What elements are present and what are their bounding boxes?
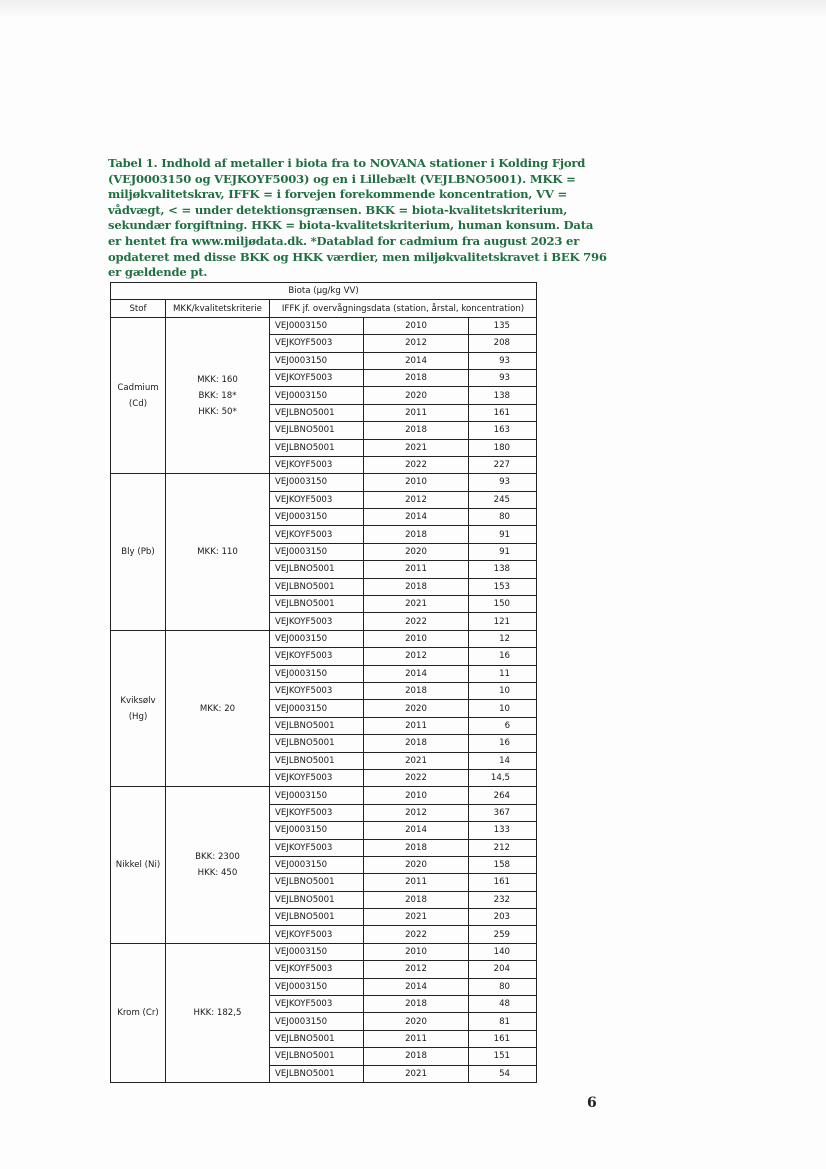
substance-cell bbox=[111, 630, 166, 787]
concentration-cell: 204 bbox=[469, 961, 537, 978]
year-cell: 2010 bbox=[364, 943, 469, 960]
station-cell: VEJLBNO5001 bbox=[270, 404, 364, 421]
concentration-cell: 91 bbox=[469, 526, 537, 543]
year-cell: 2018 bbox=[364, 996, 469, 1013]
year-cell: 2021 bbox=[364, 909, 469, 926]
concentration-cell: 138 bbox=[469, 387, 537, 404]
station-cell: VEJKOYF5003 bbox=[270, 804, 364, 821]
year-cell: 2020 bbox=[364, 387, 469, 404]
station-cell: VEJKOYF5003 bbox=[270, 456, 364, 473]
year-cell: 2011 bbox=[364, 717, 469, 734]
concentration-cell: 80 bbox=[469, 978, 537, 995]
year-cell: 2014 bbox=[364, 978, 469, 995]
station-cell: VEJ0003150 bbox=[270, 943, 364, 960]
year-cell: 2012 bbox=[364, 491, 469, 508]
concentration-cell: 227 bbox=[469, 456, 537, 473]
station-cell: VEJLBNO5001 bbox=[270, 596, 364, 613]
year-cell: 2010 bbox=[364, 630, 469, 647]
caption-line: er gældende pt. bbox=[108, 265, 208, 280]
year-cell: 2012 bbox=[364, 335, 469, 352]
concentration-cell: 80 bbox=[469, 509, 537, 526]
concentration-cell: 232 bbox=[469, 891, 537, 908]
station-cell: VEJLBNO5001 bbox=[270, 874, 364, 891]
concentration-cell: 212 bbox=[469, 839, 537, 856]
concentration-cell: 138 bbox=[469, 561, 537, 578]
station-cell: VEJKOYF5003 bbox=[270, 961, 364, 978]
caption-line: opdateret med disse BKK og HKK værdier, men miljøkvalitetskravet i BEK 796 bbox=[108, 249, 607, 264]
year-cell: 2021 bbox=[364, 1065, 469, 1082]
year-cell: 2012 bbox=[364, 648, 469, 665]
concentration-cell: 135 bbox=[469, 317, 537, 334]
station-cell: VEJ0003150 bbox=[270, 317, 364, 334]
quality-criterion: HKK: 182,5 bbox=[193, 1007, 242, 1018]
page-top-edge bbox=[0, 0, 826, 18]
year-cell: 2022 bbox=[364, 456, 469, 473]
quality-criterion: BKK: 18* bbox=[198, 390, 237, 401]
concentration-cell: 14 bbox=[469, 752, 537, 769]
quality-criteria-cell bbox=[166, 630, 270, 787]
table-row bbox=[111, 943, 537, 960]
concentration-cell: 161 bbox=[469, 874, 537, 891]
year-cell: 2018 bbox=[364, 369, 469, 386]
station-cell: VEJLBNO5001 bbox=[270, 909, 364, 926]
station-cell: VEJKOYF5003 bbox=[270, 839, 364, 856]
year-cell: 2022 bbox=[364, 613, 469, 630]
quality-criteria-cell bbox=[166, 943, 270, 1082]
year-cell: 2010 bbox=[364, 317, 469, 334]
concentration-cell: 81 bbox=[469, 1013, 537, 1030]
year-cell: 2012 bbox=[364, 961, 469, 978]
station-cell: VEJLBNO5001 bbox=[270, 578, 364, 595]
station-cell: VEJ0003150 bbox=[270, 387, 364, 404]
concentration-cell: 12 bbox=[469, 630, 537, 647]
year-cell: 2010 bbox=[364, 474, 469, 491]
year-cell: 2018 bbox=[364, 1048, 469, 1065]
year-cell: 2014 bbox=[364, 822, 469, 839]
station-cell: VEJ0003150 bbox=[270, 630, 364, 647]
year-cell: 2014 bbox=[364, 509, 469, 526]
concentration-cell: 180 bbox=[469, 439, 537, 456]
year-cell: 2011 bbox=[364, 404, 469, 421]
quality-criterion: HKK: 50* bbox=[198, 406, 237, 417]
year-cell: 2022 bbox=[364, 769, 469, 786]
quality-criterion: MKK: 110 bbox=[197, 547, 238, 558]
station-cell: VEJ0003150 bbox=[270, 543, 364, 560]
concentration-cell: 151 bbox=[469, 1048, 537, 1065]
concentration-cell: 10 bbox=[469, 700, 537, 717]
concentration-cell: 121 bbox=[469, 613, 537, 630]
station-cell: VEJLBNO5001 bbox=[270, 1065, 364, 1082]
quality-criteria-cell bbox=[166, 787, 270, 944]
year-cell: 2011 bbox=[364, 561, 469, 578]
year-cell: 2018 bbox=[364, 682, 469, 699]
station-cell: VEJ0003150 bbox=[270, 1013, 364, 1030]
concentration-cell: 54 bbox=[469, 1065, 537, 1082]
quality-criterion: BKK: 2300 bbox=[195, 852, 240, 863]
quality-criteria-cell bbox=[166, 317, 270, 474]
station-cell: VEJLBNO5001 bbox=[270, 752, 364, 769]
station-cell: VEJKOYF5003 bbox=[270, 335, 364, 352]
year-cell: 2022 bbox=[364, 926, 469, 943]
station-cell: VEJKOYF5003 bbox=[270, 926, 364, 943]
concentration-cell: 158 bbox=[469, 856, 537, 873]
concentration-cell: 367 bbox=[469, 804, 537, 821]
station-cell: VEJLBNO5001 bbox=[270, 735, 364, 752]
concentration-cell: 14,5 bbox=[469, 769, 537, 786]
substance-label: (Hg) bbox=[128, 711, 148, 722]
table-caption bbox=[108, 156, 607, 281]
year-cell: 2018 bbox=[364, 735, 469, 752]
concentration-cell: 208 bbox=[469, 335, 537, 352]
substance-label: Nikkel (Ni) bbox=[115, 860, 161, 871]
year-cell: 2018 bbox=[364, 578, 469, 595]
quality-criterion: MKK: 160 bbox=[197, 374, 238, 385]
table-body bbox=[111, 317, 537, 1082]
caption-line: vådvægt, < = under detektionsgrænsen. BKK = biota-kvalitetskriterium, bbox=[108, 202, 568, 217]
year-cell: 2018 bbox=[364, 839, 469, 856]
quality-criteria-cell bbox=[166, 474, 270, 631]
year-cell: 2014 bbox=[364, 352, 469, 369]
year-cell: 2021 bbox=[364, 439, 469, 456]
concentration-cell: 93 bbox=[469, 352, 537, 369]
header-mkk: MKK/kvalitetskriterie bbox=[166, 300, 270, 317]
station-cell: VEJLBNO5001 bbox=[270, 422, 364, 439]
station-cell: VEJKOYF5003 bbox=[270, 491, 364, 508]
station-cell: VEJKOYF5003 bbox=[270, 682, 364, 699]
concentration-cell: 16 bbox=[469, 648, 537, 665]
concentration-cell: 91 bbox=[469, 543, 537, 560]
concentration-cell: 161 bbox=[469, 404, 537, 421]
station-cell: VEJKOYF5003 bbox=[270, 526, 364, 543]
station-cell: VEJ0003150 bbox=[270, 856, 364, 873]
year-cell: 2020 bbox=[364, 856, 469, 873]
caption-line: Tabel 1. Indhold af metaller i biota fra to NOVANA stationer i Kolding Fjord bbox=[108, 156, 586, 170]
concentration-cell: 161 bbox=[469, 1030, 537, 1047]
station-cell: VEJLBNO5001 bbox=[270, 1030, 364, 1047]
station-cell: VEJLBNO5001 bbox=[270, 1048, 364, 1065]
substance-cell bbox=[111, 943, 166, 1082]
concentration-cell: 259 bbox=[469, 926, 537, 943]
concentration-cell: 93 bbox=[469, 369, 537, 386]
quality-criterion: MKK: 20 bbox=[199, 703, 236, 714]
year-cell: 2021 bbox=[364, 752, 469, 769]
year-cell: 2018 bbox=[364, 526, 469, 543]
table-row bbox=[111, 630, 537, 647]
station-cell: VEJLBNO5001 bbox=[270, 561, 364, 578]
station-cell: VEJ0003150 bbox=[270, 509, 364, 526]
substance-label: Cadmium bbox=[117, 382, 159, 393]
concentration-cell: 150 bbox=[469, 596, 537, 613]
year-cell: 2014 bbox=[364, 665, 469, 682]
caption-line: miljøkvalitetskrav, IFFK = i forvejen forekommende koncentration, VV = bbox=[108, 187, 567, 202]
year-cell: 2012 bbox=[364, 804, 469, 821]
table-title: Biota (µg/kg VV) bbox=[111, 283, 537, 300]
substance-cell bbox=[111, 317, 166, 474]
table-row bbox=[111, 787, 537, 804]
substance-label: (Cd) bbox=[128, 398, 148, 409]
station-cell: VEJLBNO5001 bbox=[270, 717, 364, 734]
station-cell: VEJ0003150 bbox=[270, 474, 364, 491]
caption-line: (VEJ0003150 og VEJKOYF5003) og en i Lillebælt (VEJLBNO5001). MKK = bbox=[108, 171, 576, 186]
concentration-cell: 245 bbox=[469, 491, 537, 508]
year-cell: 2021 bbox=[364, 596, 469, 613]
station-cell: VEJ0003150 bbox=[270, 787, 364, 804]
table-header-row bbox=[111, 300, 537, 317]
substance-label: Bly (Pb) bbox=[121, 547, 155, 558]
station-cell: VEJLBNO5001 bbox=[270, 891, 364, 908]
concentration-cell: 264 bbox=[469, 787, 537, 804]
year-cell: 2018 bbox=[364, 422, 469, 439]
caption-line: er hentet fra www.miljødata.dk. *Datablad for cadmium fra august 2023 er bbox=[108, 233, 580, 248]
substance-label: Kviksølv bbox=[120, 695, 156, 706]
concentration-cell: 93 bbox=[469, 474, 537, 491]
station-cell: VEJKOYF5003 bbox=[270, 769, 364, 786]
concentration-cell: 163 bbox=[469, 422, 537, 439]
concentration-cell: 140 bbox=[469, 943, 537, 960]
concentration-cell: 11 bbox=[469, 665, 537, 682]
year-cell: 2020 bbox=[364, 700, 469, 717]
station-cell: VEJ0003150 bbox=[270, 352, 364, 369]
table-row bbox=[111, 317, 537, 334]
substance-label: Krom (Cr) bbox=[117, 1007, 159, 1018]
page-number: 6 bbox=[587, 1095, 597, 1111]
substance-cell bbox=[111, 787, 166, 944]
concentration-cell: 6 bbox=[469, 717, 537, 734]
station-cell: VEJ0003150 bbox=[270, 700, 364, 717]
header-stof: Stof bbox=[111, 300, 166, 317]
station-cell: VEJLBNO5001 bbox=[270, 439, 364, 456]
caption-line: sekundær forgiftning. HKK = biota-kvalitetskriterium, human konsum. Data bbox=[108, 218, 594, 233]
station-cell: VEJKOYF5003 bbox=[270, 648, 364, 665]
year-cell: 2010 bbox=[364, 787, 469, 804]
metals-biota-table bbox=[110, 282, 537, 1083]
concentration-cell: 10 bbox=[469, 682, 537, 699]
year-cell: 2011 bbox=[364, 1030, 469, 1047]
substance-cell bbox=[111, 474, 166, 631]
header-iffk: IFFK jf. overvågningsdata (station, årstal, koncentration) bbox=[270, 300, 537, 317]
table-row bbox=[111, 474, 537, 491]
concentration-cell: 48 bbox=[469, 996, 537, 1013]
concentration-cell: 203 bbox=[469, 909, 537, 926]
year-cell: 2018 bbox=[364, 891, 469, 908]
station-cell: VEJ0003150 bbox=[270, 665, 364, 682]
quality-criterion: HKK: 450 bbox=[197, 868, 238, 879]
concentration-cell: 133 bbox=[469, 822, 537, 839]
station-cell: VEJ0003150 bbox=[270, 978, 364, 995]
station-cell: VEJ0003150 bbox=[270, 822, 364, 839]
station-cell: VEJKOYF5003 bbox=[270, 369, 364, 386]
year-cell: 2011 bbox=[364, 874, 469, 891]
year-cell: 2020 bbox=[364, 543, 469, 560]
year-cell: 2020 bbox=[364, 1013, 469, 1030]
station-cell: VEJKOYF5003 bbox=[270, 613, 364, 630]
concentration-cell: 16 bbox=[469, 735, 537, 752]
station-cell: VEJKOYF5003 bbox=[270, 996, 364, 1013]
table-title-row bbox=[111, 283, 537, 300]
concentration-cell: 153 bbox=[469, 578, 537, 595]
